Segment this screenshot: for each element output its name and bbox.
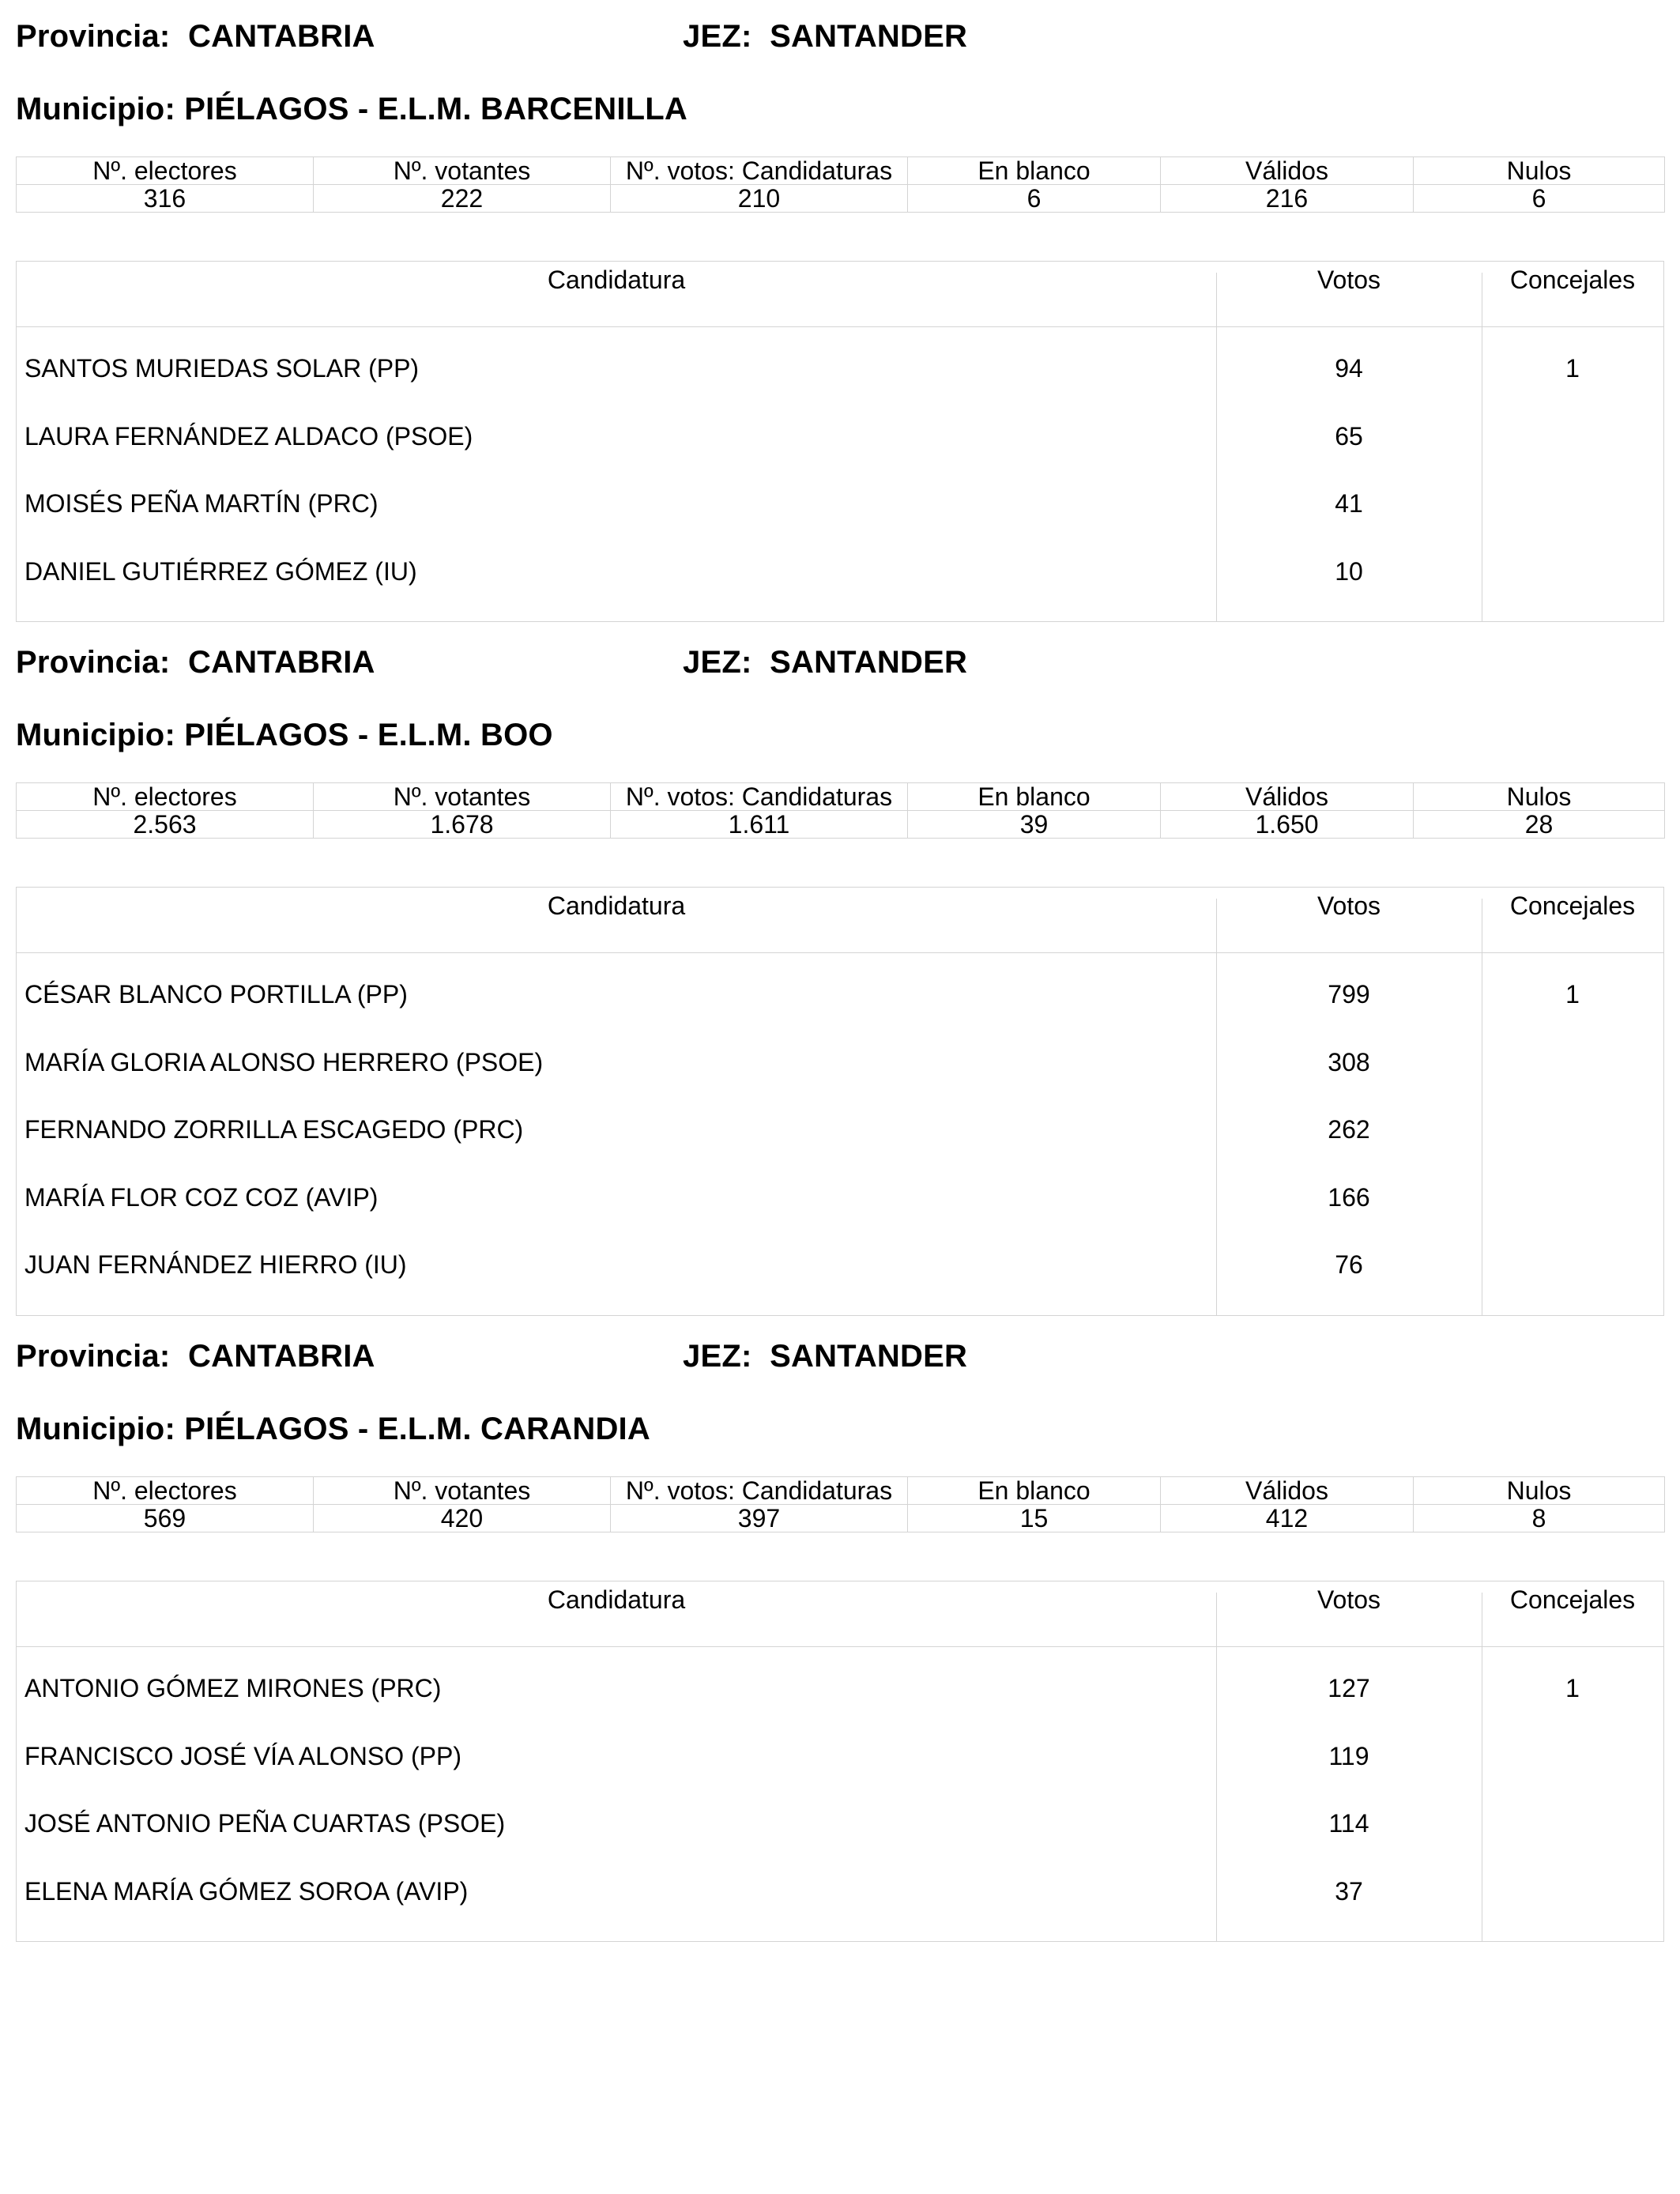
summary-header-row	[17, 783, 1665, 811]
candidate-name: JOSÉ ANTONIO PEÑA CUARTAS (PSOE)	[24, 1809, 506, 1838]
table-row	[17, 1110, 1663, 1178]
results-section	[16, 0, 1664, 601]
candidatura-header: Candidatura	[547, 892, 686, 920]
candidates-table	[16, 887, 1664, 1316]
summary-value-cell: 1.650	[1161, 811, 1414, 839]
summary-header-cell: Nº. votos: Candidaturas	[611, 783, 908, 811]
candidate-name: LAURA FERNÁNDEZ ALDACO (PSOE)	[24, 421, 473, 450]
concejales-header: Concejales	[1509, 1585, 1636, 1614]
candidates-header-row	[17, 888, 1663, 953]
results-section	[16, 1320, 1664, 1921]
candidate-name: MOISÉS PEÑA MARTÍN (PRC)	[24, 489, 379, 518]
table-row	[17, 1178, 1663, 1246]
candidate-votes: 114	[1328, 1809, 1369, 1838]
candidates-body	[17, 1647, 1663, 1941]
candidatura-header: Candidatura	[547, 1585, 686, 1614]
candidate-name: JUAN FERNÁNDEZ HIERRO (IU)	[24, 1250, 407, 1279]
candidate-name: ANTONIO GÓMEZ MIRONES (PRC)	[24, 1674, 442, 1702]
summary-header-cell: Válidos	[1161, 783, 1414, 811]
candidates-header-row	[17, 262, 1663, 327]
summary-header-cell: Nº. votos: Candidaturas	[611, 157, 908, 185]
candidate-votes: 262	[1328, 1115, 1370, 1144]
candidates-table	[16, 1581, 1664, 1942]
candidate-name: DANIEL GUTIÉRREZ GÓMEZ (IU)	[24, 556, 417, 586]
table-row	[17, 1669, 1663, 1737]
candidates-table	[16, 261, 1664, 622]
municipio-heading: Municipio: PIÉLAGOS - E.L.M. CARANDIA	[16, 1412, 650, 1446]
summary-value-cell: 412	[1161, 1505, 1414, 1532]
table-row	[17, 1246, 1663, 1314]
candidate-name: ELENA MARÍA GÓMEZ SOROA (AVIP)	[24, 1876, 469, 1906]
candidate-name: MARÍA GLORIA ALONSO HERRERO (PSOE)	[24, 1047, 544, 1076]
column-divider	[1216, 1593, 1217, 1646]
candidate-name: SANTOS MURIEDAS SOLAR (PP)	[24, 354, 420, 383]
candidate-votes: 127	[1328, 1674, 1370, 1702]
votos-header: Votos	[1317, 892, 1381, 920]
summary-table	[16, 782, 1665, 839]
summary-value-cell: 316	[17, 185, 314, 213]
summary-header-row	[17, 157, 1665, 185]
candidate-votes: 10	[1335, 556, 1363, 586]
summary-header-cell: Nº. electores	[17, 157, 314, 185]
summary-value-cell: 210	[611, 185, 908, 213]
table-row	[17, 552, 1663, 620]
column-divider	[1216, 273, 1217, 326]
votos-header: Votos	[1317, 266, 1381, 294]
table-row	[17, 1804, 1663, 1872]
summary-header-cell: En blanco	[908, 1477, 1161, 1505]
summary-header-cell: Nº. electores	[17, 1477, 314, 1505]
concejales-header: Concejales	[1509, 892, 1636, 920]
summary-header-cell: Válidos	[1161, 1477, 1414, 1505]
jez-heading: JEZ: SANTANDER	[683, 645, 968, 680]
table-row	[17, 417, 1663, 485]
summary-value-row	[17, 185, 1665, 213]
votos-header: Votos	[1317, 1585, 1381, 1614]
summary-header-cell: Nº. votos: Candidaturas	[611, 1477, 908, 1505]
table-row	[17, 1043, 1663, 1111]
summary-header-cell: En blanco	[908, 157, 1161, 185]
provincia-heading: Provincia: CANTABRIA	[16, 1339, 375, 1374]
municipio-heading: Municipio: PIÉLAGOS - E.L.M. BARCENILLA	[16, 92, 687, 126]
summary-header-cell: Válidos	[1161, 157, 1414, 185]
summary-value-cell: 8	[1414, 1505, 1665, 1532]
summary-header-cell: Nulos	[1414, 157, 1665, 185]
candidate-votes: 37	[1335, 1876, 1363, 1906]
candidate-votes: 119	[1328, 1741, 1369, 1770]
table-row	[17, 1872, 1663, 1940]
candidate-councillors: 1	[1565, 354, 1580, 383]
summary-value-cell: 2.563	[17, 811, 314, 839]
results-section	[16, 626, 1664, 1279]
table-row	[17, 975, 1663, 1043]
summary-value-cell: 216	[1161, 185, 1414, 213]
summary-value-row	[17, 811, 1665, 839]
summary-value-cell: 1.611	[611, 811, 908, 839]
jez-heading: JEZ: SANTANDER	[683, 1339, 968, 1374]
column-divider	[1216, 899, 1217, 952]
summary-header-cell: Nº. votantes	[314, 1477, 611, 1505]
summary-table	[16, 1476, 1665, 1532]
concejales-header: Concejales	[1509, 266, 1636, 294]
summary-header-cell: Nulos	[1414, 1477, 1665, 1505]
summary-value-cell: 420	[314, 1505, 611, 1532]
candidate-councillors: 1	[1565, 980, 1580, 1008]
table-row	[17, 1737, 1663, 1805]
candidate-votes: 308	[1328, 1047, 1370, 1076]
candidatura-header: Candidatura	[547, 266, 686, 294]
candidate-votes: 76	[1335, 1250, 1363, 1279]
candidate-votes: 799	[1328, 980, 1370, 1008]
candidates-header-row	[17, 1581, 1663, 1647]
municipio-heading: Municipio: PIÉLAGOS - E.L.M. BOO	[16, 718, 553, 752]
summary-header-cell: Nulos	[1414, 783, 1665, 811]
candidate-votes: 65	[1335, 421, 1363, 450]
summary-header-cell: Nº. votantes	[314, 157, 611, 185]
candidate-councillors: 1	[1565, 1674, 1580, 1702]
summary-value-cell: 1.678	[314, 811, 611, 839]
candidate-name: CÉSAR BLANCO PORTILLA (PP)	[24, 980, 408, 1008]
candidate-name: FERNANDO ZORRILLA ESCAGEDO (PRC)	[24, 1115, 524, 1144]
summary-value-cell: 28	[1414, 811, 1665, 839]
candidate-votes: 41	[1335, 489, 1363, 518]
summary-value-cell: 6	[1414, 185, 1665, 213]
table-row	[17, 349, 1663, 417]
summary-value-cell: 569	[17, 1505, 314, 1532]
provincia-heading: Provincia: CANTABRIA	[16, 19, 375, 54]
summary-value-cell: 39	[908, 811, 1161, 839]
summary-table	[16, 156, 1665, 213]
summary-value-cell: 222	[314, 185, 611, 213]
jez-heading: JEZ: SANTANDER	[683, 19, 968, 54]
summary-value-cell: 6	[908, 185, 1161, 213]
summary-value-cell: 15	[908, 1505, 1161, 1532]
summary-header-cell: En blanco	[908, 783, 1161, 811]
candidate-name: MARÍA FLOR COZ COZ (AVIP)	[24, 1182, 379, 1212]
summary-value-row	[17, 1505, 1665, 1532]
candidate-votes: 94	[1335, 354, 1363, 383]
summary-value-cell: 397	[611, 1505, 908, 1532]
candidates-body	[17, 953, 1663, 1315]
summary-header-cell: Nº. votantes	[314, 783, 611, 811]
candidates-body	[17, 327, 1663, 621]
summary-header-row	[17, 1477, 1665, 1505]
summary-header-cell: Nº. electores	[17, 783, 314, 811]
candidate-votes: 166	[1328, 1182, 1370, 1212]
provincia-heading: Provincia: CANTABRIA	[16, 645, 375, 680]
candidate-name: FRANCISCO JOSÉ VÍA ALONSO (PP)	[24, 1741, 462, 1770]
table-row	[17, 484, 1663, 552]
